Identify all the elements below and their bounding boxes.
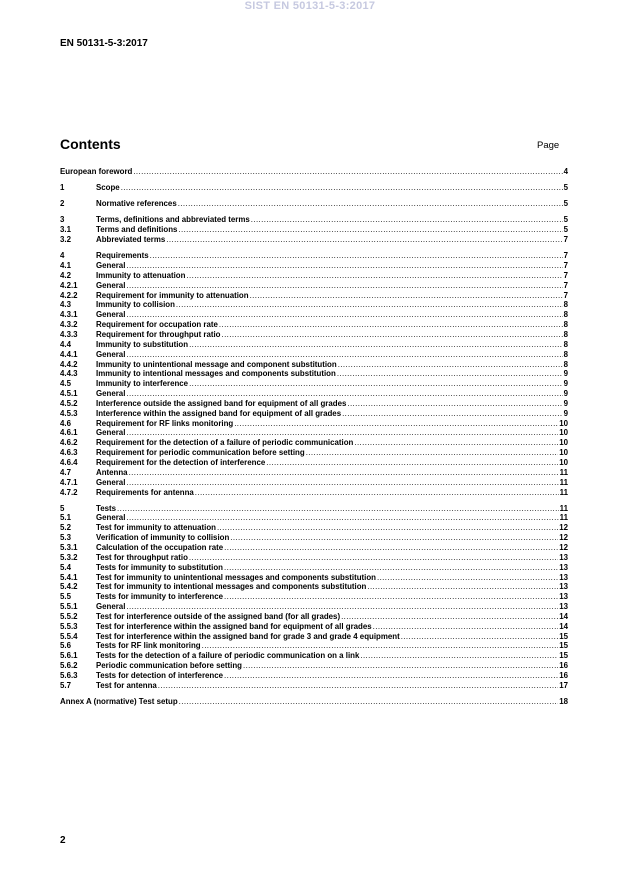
toc-entry-page: 9: [563, 398, 568, 408]
toc-entry[interactable]: [60, 523, 568, 533]
toc-entry[interactable]: [60, 592, 568, 602]
toc-entry[interactable]: [60, 641, 568, 651]
toc-entry-number: 4.3: [60, 300, 71, 310]
toc-entry-number: 4.2.2: [60, 290, 78, 300]
dot-leader: [126, 478, 558, 488]
toc-entry-number: 1: [60, 183, 65, 193]
toc-entry-page: 9: [563, 408, 568, 418]
toc-entry-title: Tests for detection of interference: [96, 670, 224, 680]
toc-entry-title: Test for immunity to unintentional messages and components substitution: [96, 572, 376, 582]
toc-entry[interactable]: [60, 399, 568, 409]
toc-entry-page: 18: [559, 696, 568, 706]
toc-entry-page: 11: [559, 513, 568, 523]
toc-entry-number: 2: [60, 199, 65, 209]
dot-leader: [341, 612, 558, 622]
toc-entry-page: 8: [563, 349, 568, 359]
dot-leader: [178, 225, 562, 235]
toc-entry-title: Requirement for occupation rate: [96, 320, 218, 330]
dot-leader: [306, 448, 559, 458]
toc-entry-title: Test for immunity to attenuation: [96, 523, 216, 533]
dot-leader: [347, 399, 562, 409]
toc-entry-title: Scope: [96, 183, 120, 193]
dot-leader: [166, 235, 562, 245]
toc-entry-number: 4.4.1: [60, 349, 78, 359]
dot-leader: [126, 513, 558, 523]
dot-leader: [354, 438, 558, 448]
dot-leader: [342, 409, 563, 419]
toc-entry-page: 10: [559, 457, 568, 467]
toc-entry[interactable]: [60, 340, 568, 350]
dot-leader: [217, 523, 558, 533]
dot-leader: [126, 350, 562, 360]
toc-entry-page: 5: [563, 183, 568, 193]
toc-entry-title: Immunity to intentional messages and components substitution: [96, 369, 336, 379]
dot-leader: [158, 681, 558, 691]
toc-entry-title: Abbreviated terms: [96, 235, 166, 245]
toc-entry[interactable]: [60, 271, 568, 281]
dot-leader: [126, 602, 558, 612]
toc-entry-title: General: [96, 428, 126, 438]
toc-entry-title: Test for interference within the assigned band for grade 3 and grade 4 equipment: [96, 631, 400, 641]
dot-leader: [222, 330, 563, 340]
dot-leader: [230, 533, 558, 543]
toc-entry-number: 5.3: [60, 533, 71, 543]
toc-entry-title: General: [96, 513, 126, 523]
toc-entry-number: 4.7: [60, 467, 71, 477]
toc-entry-page: 7: [563, 280, 568, 290]
toc-entry[interactable]: [60, 428, 568, 438]
toc-entry-title: General: [96, 280, 126, 290]
dot-leader: [337, 369, 563, 379]
toc-entry[interactable]: [60, 612, 568, 622]
toc-entry-page: 5: [563, 215, 568, 225]
toc-entry-title: Antenna: [96, 467, 128, 477]
document-id: EN 50131-5-3:2017: [60, 38, 148, 49]
toc-entry-page: 9: [563, 369, 568, 379]
dot-leader: [195, 488, 559, 498]
toc-entry-title: Requirement for RF links monitoring: [96, 418, 234, 428]
toc-entry[interactable]: [60, 622, 568, 632]
toc-entry-title: Terms, definitions and abbreviated terms: [96, 215, 250, 225]
toc-entry-page: 14: [559, 611, 568, 621]
toc-entry-number: 5.7: [60, 680, 71, 690]
toc-entry-page: 15: [559, 631, 568, 641]
toc-entry-number: 5.6: [60, 641, 71, 651]
toc-entry-title: Immunity to collision: [96, 300, 175, 310]
toc-entry[interactable]: [60, 369, 568, 379]
toc-entry-title: General: [96, 310, 126, 320]
toc-entry-title: Interference outside the assigned band for equipment of all grades: [96, 398, 347, 408]
dot-leader: [176, 300, 563, 310]
dot-leader: [126, 261, 562, 271]
dot-leader: [179, 697, 559, 707]
page-column-label: Page: [537, 140, 560, 151]
toc-entry-number: 5.4: [60, 562, 71, 572]
toc-entry[interactable]: [60, 573, 568, 583]
toc-entry-page: 13: [559, 572, 568, 582]
toc-entry-title: General: [96, 261, 126, 271]
dot-leader: [250, 291, 563, 301]
toc-entry-number: 4.4.3: [60, 369, 78, 379]
dot-leader: [126, 428, 558, 438]
toc-entry-title: Requirement for the detection of a failure of periodic communication: [96, 438, 354, 448]
toc-entry[interactable]: [60, 409, 568, 419]
toc-entry[interactable]: [60, 681, 568, 691]
dot-leader: [338, 360, 563, 370]
toc-entry-title: General: [96, 477, 126, 487]
toc-entry[interactable]: [60, 697, 568, 707]
dot-leader: [219, 320, 563, 330]
toc-entry-page: 14: [559, 621, 568, 631]
toc-entry-title: Test for throughput ratio: [96, 552, 188, 562]
toc-entry-number: 5.5: [60, 592, 71, 602]
toc-entry-number: 3.2: [60, 235, 71, 245]
toc-entry-title: European foreword: [60, 167, 133, 176]
toc-entry[interactable]: [60, 504, 568, 514]
toc-entry-page: 17: [559, 680, 568, 690]
toc-entry-number: 4.4.2: [60, 359, 78, 369]
toc-entry[interactable]: [60, 458, 568, 468]
toc-entry-number: 4.6.1: [60, 428, 78, 438]
dot-leader: [224, 592, 558, 602]
toc-entry-page: 12: [559, 533, 568, 543]
toc-entry[interactable]: [60, 419, 568, 429]
toc-entry[interactable]: [60, 379, 568, 389]
toc-entry-title: Requirements: [96, 251, 149, 261]
dot-leader: [189, 379, 563, 389]
toc-entry[interactable]: [60, 330, 568, 340]
toc-entry-page: 5: [563, 199, 568, 209]
toc-entry-number: 3.1: [60, 225, 71, 235]
toc-entry-number: 4.5.1: [60, 389, 78, 399]
toc-entry-title: Tests for immunity to interference: [96, 592, 224, 602]
dot-leader: [243, 661, 558, 671]
toc-entry[interactable]: [60, 167, 568, 177]
toc-entry[interactable]: [60, 632, 568, 642]
dot-leader: [150, 251, 563, 261]
toc-entry-number: 5.5.4: [60, 631, 78, 641]
toc-entry[interactable]: [60, 310, 568, 320]
toc-entry-number: 4.1: [60, 261, 71, 271]
toc-entry[interactable]: [60, 478, 568, 488]
toc-entry[interactable]: [60, 582, 568, 592]
dot-leader: [224, 543, 558, 553]
toc-entry-title: Test for antenna: [96, 680, 157, 690]
toc-entry-title: Immunity to attenuation: [96, 270, 186, 280]
toc-entry-number: 3: [60, 215, 65, 225]
toc-entry-page: 8: [563, 359, 568, 369]
toc-entry-title: General: [96, 389, 126, 399]
toc-entry[interactable]: [60, 389, 568, 399]
toc-entry-page: 13: [559, 552, 568, 562]
toc-entry-page: 9: [563, 389, 568, 399]
dot-leader: [186, 271, 562, 281]
toc-entry-page: 10: [559, 448, 568, 458]
toc-entry-title: Test for interference within the assigned band for equipment of all grades: [96, 621, 372, 631]
table-of-contents: [60, 167, 568, 707]
toc-entry-number: 5.5.1: [60, 602, 78, 612]
dot-leader: [129, 468, 559, 478]
toc-entry[interactable]: [60, 235, 568, 245]
toc-entry-number: 4.7.1: [60, 477, 78, 487]
dot-leader: [117, 504, 559, 514]
toc-entry[interactable]: [60, 468, 568, 478]
toc-entry[interactable]: [60, 438, 568, 448]
toc-entry-page: 11: [559, 487, 568, 497]
toc-entry-number: 5.4.1: [60, 572, 78, 582]
toc-entry-number: 4.2: [60, 270, 71, 280]
toc-entry[interactable]: [60, 513, 568, 523]
toc-entry-page: 8: [563, 320, 568, 330]
toc-entry-page: 8: [563, 339, 568, 349]
toc-entry-page: 8: [563, 330, 568, 339]
toc-entry-title: Tests: [96, 503, 117, 513]
toc-entry-number: 4.5: [60, 379, 71, 389]
toc-entry[interactable]: [60, 261, 568, 271]
toc-entry-number: 5.6.3: [60, 670, 78, 680]
toc-entry-title: Requirement for the detection of interference: [96, 457, 266, 467]
toc-entry-number: 4.4: [60, 339, 71, 349]
toc-entry-title: General: [96, 602, 126, 612]
toc-entry-title: Tests for the detection of a failure of periodic communication on a link: [96, 651, 360, 661]
contents-heading: Contents: [60, 136, 121, 152]
toc-entry[interactable]: [60, 651, 568, 661]
toc-entry-page: 15: [559, 651, 568, 661]
toc-entry-title: Immunity to interference: [96, 379, 189, 389]
toc-entry[interactable]: [60, 300, 568, 310]
toc-entry-page: 7: [563, 251, 568, 261]
toc-entry-title: Tests for immunity to substitution: [96, 562, 223, 572]
watermark: SIST EN 50131-5-3:2017: [244, 0, 376, 12]
toc-entry-number: 4.6: [60, 418, 71, 428]
toc-entry-page: 11: [559, 477, 568, 487]
toc-entry-number: 4.6.3: [60, 448, 78, 458]
toc-entry-title: Requirement for periodic communication before setting: [96, 448, 305, 458]
dot-leader: [401, 632, 559, 642]
toc-entry-title: Annex A (normative) Test setup: [60, 696, 178, 706]
dot-leader: [251, 215, 563, 225]
toc-entry-number: 5: [60, 503, 65, 513]
toc-entry-number: 4.5.3: [60, 408, 78, 418]
dot-leader: [373, 622, 559, 632]
toc-entry[interactable]: [60, 183, 568, 193]
toc-entry-title: Test for immunity to intentional messages and components substitution: [96, 582, 367, 592]
toc-entry-title: Terms and definitions: [96, 225, 178, 235]
toc-entry[interactable]: [60, 563, 568, 573]
toc-entry-page: 10: [559, 428, 568, 438]
toc-entry-title: Normative references: [96, 199, 177, 209]
toc-entry-title: Immunity to substitution: [96, 339, 189, 349]
toc-entry-page: 9: [563, 379, 568, 389]
toc-entry-title: Tests for RF link monitoring: [96, 641, 201, 651]
toc-entry-number: 4.3.2: [60, 320, 78, 330]
toc-entry[interactable]: [60, 320, 568, 330]
toc-entry-number: 5.6.1: [60, 651, 78, 661]
toc-entry[interactable]: [60, 553, 568, 563]
toc-entry-number: 4.6.4: [60, 457, 78, 467]
toc-entry[interactable]: [60, 488, 568, 498]
toc-entry-title: Calculation of the occupation rate: [96, 543, 224, 553]
toc-entry[interactable]: [60, 225, 568, 235]
dot-leader: [189, 340, 563, 350]
toc-entry-title: Requirement for throughput ratio: [96, 330, 221, 339]
dot-leader: [360, 651, 558, 661]
toc-entry[interactable]: [60, 533, 568, 543]
toc-entry-title: Verification of immunity to collision: [96, 533, 230, 543]
toc-entry-page: 7: [563, 261, 568, 271]
toc-entry-page: 5: [563, 225, 568, 235]
toc-entry-page: 10: [559, 418, 568, 428]
toc-entry[interactable]: [60, 281, 568, 291]
dot-leader: [126, 281, 562, 291]
dot-leader: [377, 573, 558, 583]
toc-entry-number: 5.2: [60, 523, 71, 533]
toc-entry[interactable]: [60, 350, 568, 360]
page-number: 2: [60, 835, 66, 846]
dot-leader: [224, 671, 558, 681]
dot-leader: [126, 389, 562, 399]
toc-entry-page: 13: [559, 602, 568, 612]
toc-entry-title: Requirements for antenna: [96, 487, 194, 497]
toc-entry-number: 4.6.2: [60, 438, 78, 448]
dot-leader: [266, 458, 558, 468]
toc-entry-page: 16: [559, 661, 568, 671]
toc-entry-title: Requirement for immunity to attenuation: [96, 290, 249, 300]
toc-entry[interactable]: [60, 291, 568, 301]
toc-entry-page: 8: [563, 310, 568, 320]
dot-leader: [126, 310, 562, 320]
dot-leader: [234, 419, 558, 429]
toc-entry-number: 5.1: [60, 513, 71, 523]
toc-entry-number: 4.5.2: [60, 398, 78, 408]
toc-entry-page: 10: [559, 438, 568, 448]
toc-entry[interactable]: [60, 671, 568, 681]
toc-entry-page: 13: [559, 582, 568, 592]
toc-entry-page: 7: [563, 290, 568, 300]
toc-entry-page: 12: [559, 543, 568, 553]
toc-entry-number: 5.3.2: [60, 552, 78, 562]
toc-entry-number: 4.7.2: [60, 487, 78, 497]
toc-entry-number: 5.5.2: [60, 611, 78, 621]
toc-entry-title: Periodic communication before setting: [96, 661, 242, 671]
toc-entry-page: 12: [559, 523, 568, 533]
toc-entry-page: 16: [559, 670, 568, 680]
dot-leader: [224, 563, 558, 573]
dot-leader: [367, 582, 558, 592]
toc-entry-number: 5.3.1: [60, 543, 78, 553]
toc-entry-number: 5.6.2: [60, 661, 78, 671]
dot-leader: [202, 641, 559, 651]
toc-entry[interactable]: [60, 602, 568, 612]
toc-entry-page: 8: [563, 300, 568, 310]
toc-entry-number: 4.2.1: [60, 280, 78, 290]
toc-entry-title: Immunity to unintentional message and component substitution: [96, 359, 337, 369]
toc-entry-title: General: [96, 349, 126, 359]
toc-entry[interactable]: [60, 215, 568, 225]
dot-leader: [178, 199, 563, 209]
dot-leader: [121, 183, 563, 193]
toc-entry[interactable]: [60, 661, 568, 671]
toc-entry-page: 7: [563, 235, 568, 245]
toc-entry-number: 5.4.2: [60, 582, 78, 592]
toc-entry-number: 4.3.1: [60, 310, 78, 320]
toc-entry-page: 11: [559, 467, 568, 477]
toc-entry[interactable]: [60, 360, 568, 370]
toc-entry-title: Interference within the assigned band for equipment of all grades: [96, 408, 342, 418]
toc-entry-page: 4: [563, 167, 568, 176]
toc-entry-number: 4: [60, 251, 65, 261]
dot-leader: [189, 553, 558, 563]
toc-entry[interactable]: [60, 448, 568, 458]
toc-entry-page: 13: [559, 562, 568, 572]
toc-entry-page: 7: [563, 270, 568, 280]
toc-entry-title: Test for interference outside of the assigned band (for all grades): [96, 611, 341, 621]
toc-entry[interactable]: [60, 543, 568, 553]
toc-entry-page: 15: [559, 641, 568, 651]
dot-leader: [133, 167, 562, 177]
toc-entry-page: 11: [559, 503, 568, 513]
toc-entry-number: 4.3.3: [60, 330, 78, 339]
toc-entry[interactable]: [60, 251, 568, 261]
toc-entry-number: 5.5.3: [60, 621, 78, 631]
toc-entry[interactable]: [60, 199, 568, 209]
toc-entry-page: 13: [559, 592, 568, 602]
